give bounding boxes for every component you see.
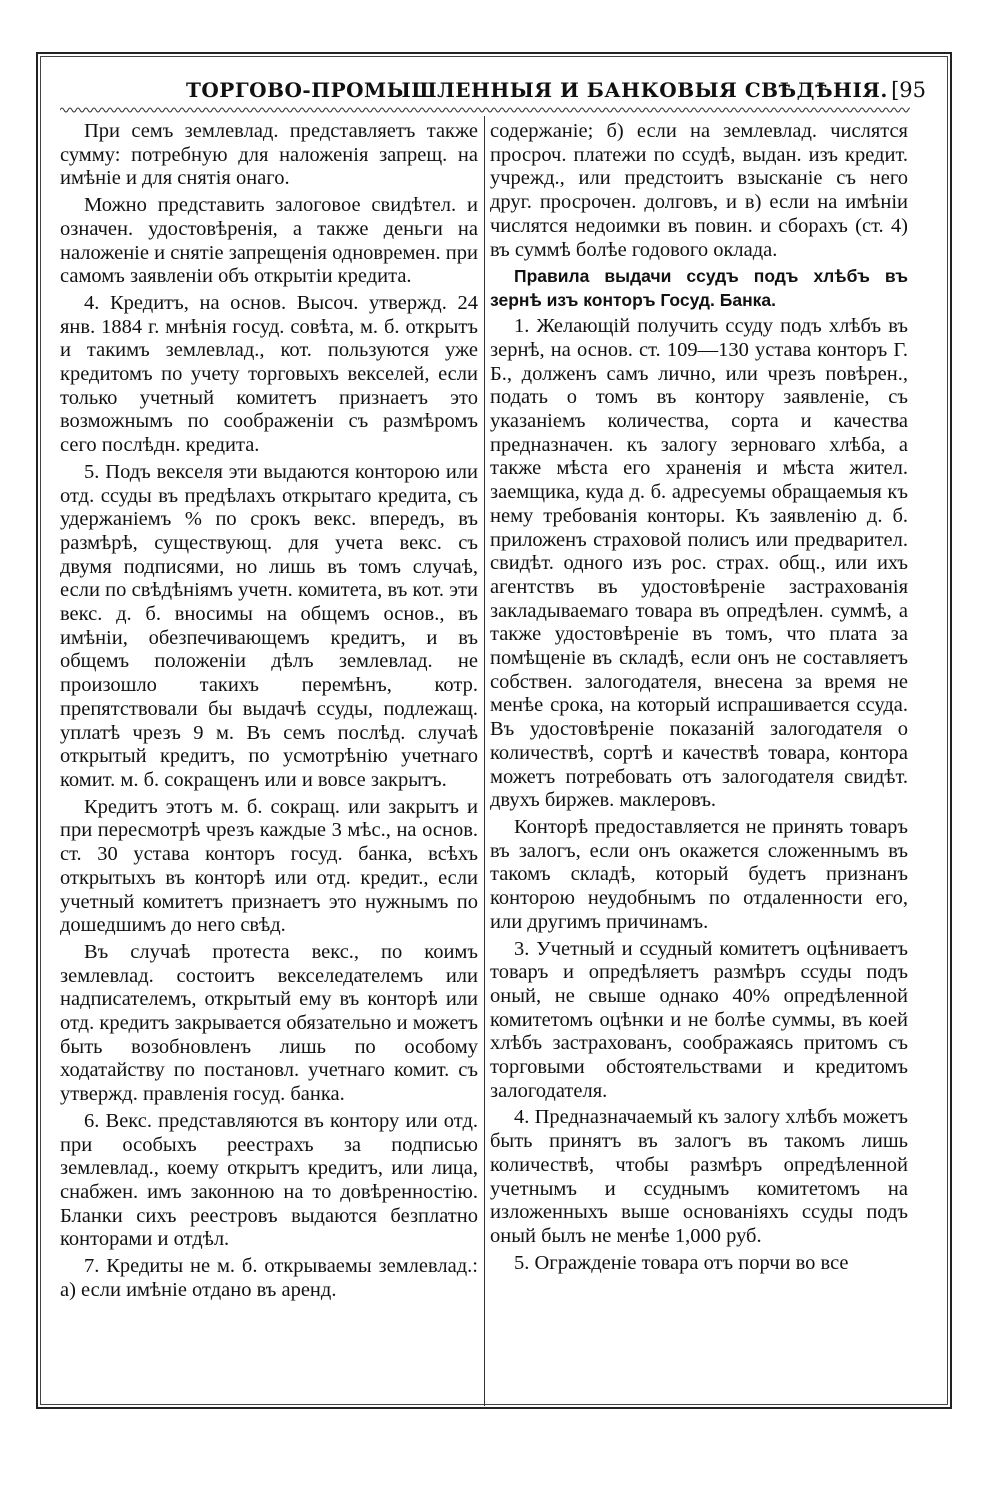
paragraph: Въ случаѣ протеста векс., по коимъ землевлад. состоитъ векселедателемъ или надписателемъ, открытый ему въ конторѣ или отд. кредитъ закрывается обязательно и можетъ быть возобновленъ лишь по особому ходатайству по постановл. учетнаго комит. съ утвержд. правленія госуд. банка. [60, 940, 478, 1106]
running-title: ТОРГОВО-ПРОМЫШЛЕННЫЯ И БАНКОВЫЯ СВѢДѢНІЯ. [186, 78, 888, 102]
section-heading: Правила выдачи ссудъ подъ хлѣбъ въ зернѣ изъ конторъ Госуд. Банка. [490, 266, 908, 310]
left-column [60, 120, 478, 1305]
paragraph: Конторѣ предоставляется не принять товаръ въ залогъ, если онъ окажется сложеннымъ въ такомъ складѣ, который будетъ признанъ конторою неудобнымъ по отдаленности его, или другимъ причинамъ. [490, 815, 908, 933]
paragraph: 1. Желающій получить ссуду подъ хлѣбъ въ зернѣ, на основ. ст. 109—130 устава конторъ Г. Б., долженъ самъ лично, или чрезъ повѣрен., подать о томъ въ контору заявленіе, съ указаніемъ количества, сорта и качества предназначен. къ залогу зерноваго хлѣба, а также мѣста его храненія и мѣста жител. заемщика, куда д. б. адресуемы обращаемыя къ нему требованія конторы. Къ заявленію д. б. приложенъ страховой полисъ или предварител. свидѣт. одного изъ рос. страх. общ., или ихъ агентствъ въ удостовѣреніе застрахованія закладываемаго товара въ опредѣлен. суммѣ, а также удостовѣреніе въ томъ, что плата за помѣщеніе въ складѣ, если онъ не составляетъ собствен. залогодателя, внесена за время не менѣе срока, на который испрашивается ссуда. Въ удостовѣреніе показаній залогодателя о количествѣ, сортѣ и качествѣ товара, контора можетъ потребовать отъ залогодателя свидѣт. двухъ биржев. маклеровъ. [490, 315, 908, 812]
paragraph: Можно представить залоговое свидѣтел. и означен. удостовѣренія, а также деньги на наложеніе и снятіе запрещенія одновремен. при самомъ заявленіи объ открытіи кредита. [60, 194, 478, 288]
paragraph: 6. Векс. представляются въ контору или отд. при особыхъ реестрахъ за подписью землевлад., коему открытъ кредитъ, или лица, снабжен. имъ законною на то довѣренностію. Бланки сихъ реестровъ выдаются безплатно конторами и отдѣл. [60, 1109, 478, 1251]
paragraph: 3. Учетный и ссудный комитетъ оцѣниваетъ товаръ и опредѣляетъ размѣръ ссуды подъ оный, не свыше однако 40% опредѣленной комитетомъ оцѣнки и не болѣе суммы, въ коей хлѣбъ застрахованъ, соображаясь притомъ съ торговыми обстоятельствами и кредитомъ залогодателя. [490, 937, 908, 1102]
paragraph: При семъ землевлад. представляетъ также сумму: потребную для наложенія запрещ. на имѣніе и для снятія онаго. [60, 120, 478, 190]
running-header [46, 78, 926, 106]
paragraph: 5. Подъ векселя эти выдаются конторою или отд. ссуды въ предѣлахъ открытаго кредита, съ удержаніемъ % по срокъ векс. впередъ, въ размѣрѣ, существующ. для учета векс. съ двумя подписями, но лишь въ томъ случаѣ, если по свѣдѣніямъ учетн. комитета, въ кот. эти векс. д. б. вносимы на общемъ основ., въ имѣніи, обезпечивающемъ кредитъ, и въ общемъ положеніи дѣлъ землевлад. не произошло такихъ перемѣнъ, котр. препятствовали бы выдачѣ ссуды, подлежащ. уплатѣ чрезъ 9 м. Въ семъ послѣд. случаѣ открытый кредитъ, по усмотрѣнію учетнаго комит. м. б. сокращенъ или и вовсе закрытъ. [60, 460, 478, 791]
page-number: [95 [891, 78, 926, 102]
paragraph: 5. Огражденіе товара отъ порчи во все [514, 1251, 849, 1274]
paragraph: 7. Кредиты не м. б. открываемы землевлад.: а) если имѣніе отдано въ аренд. [60, 1255, 478, 1301]
ornamental-rule [60, 106, 910, 114]
column-divider [484, 116, 485, 1406]
paragraph: 4. Предназначаемый къ залогу хлѣбъ можетъ быть принятъ въ залогъ въ такомъ лишь количествѣ, чтобы размѣръ опредѣленной учетнымъ и ссуднымъ комитетомъ на изложенныхъ выше основаніяхъ ссуды подъ оный былъ не менѣе 1,000 руб. [490, 1106, 908, 1247]
paragraph: 4. Кредитъ, на основ. Высоч. утвержд. 24 янв. 1884 г. мнѣнія госуд. совѣта, м. б. открытъ и такимъ землевлад., кот. пользуются уже кредитомъ по учету торговыхъ векселей, если только учетный комитетъ признаетъ это возможнымъ по соображеніи съ размѣромъ сего послѣдн. кредита. [60, 291, 478, 457]
paragraph-continuation: содержаніе; б) если на землевлад. числятся просроч. платежи по ссудѣ, выдан. изъ кредит. учрежд., или предстоитъ взысканіе съ него друг. просрочен. долговъ, и в) если на имѣніи числятся недоимки въ повин. и сборахъ (ст. 4) въ суммѣ болѣе годового оклада. [490, 120, 908, 261]
paragraph: Кредитъ этотъ м. б. сокращ. или закрытъ и при пересмотрѣ чрезъ каждые 3 мѣс., на основ. ст. 30 устава конторъ госуд. банка, всѣхъ открытыхъ въ конторѣ или отд. кредит., если учетный комитетъ признаетъ это нужнымъ по дошедшимъ до него свѣд. [60, 795, 478, 937]
right-column [490, 120, 908, 1278]
